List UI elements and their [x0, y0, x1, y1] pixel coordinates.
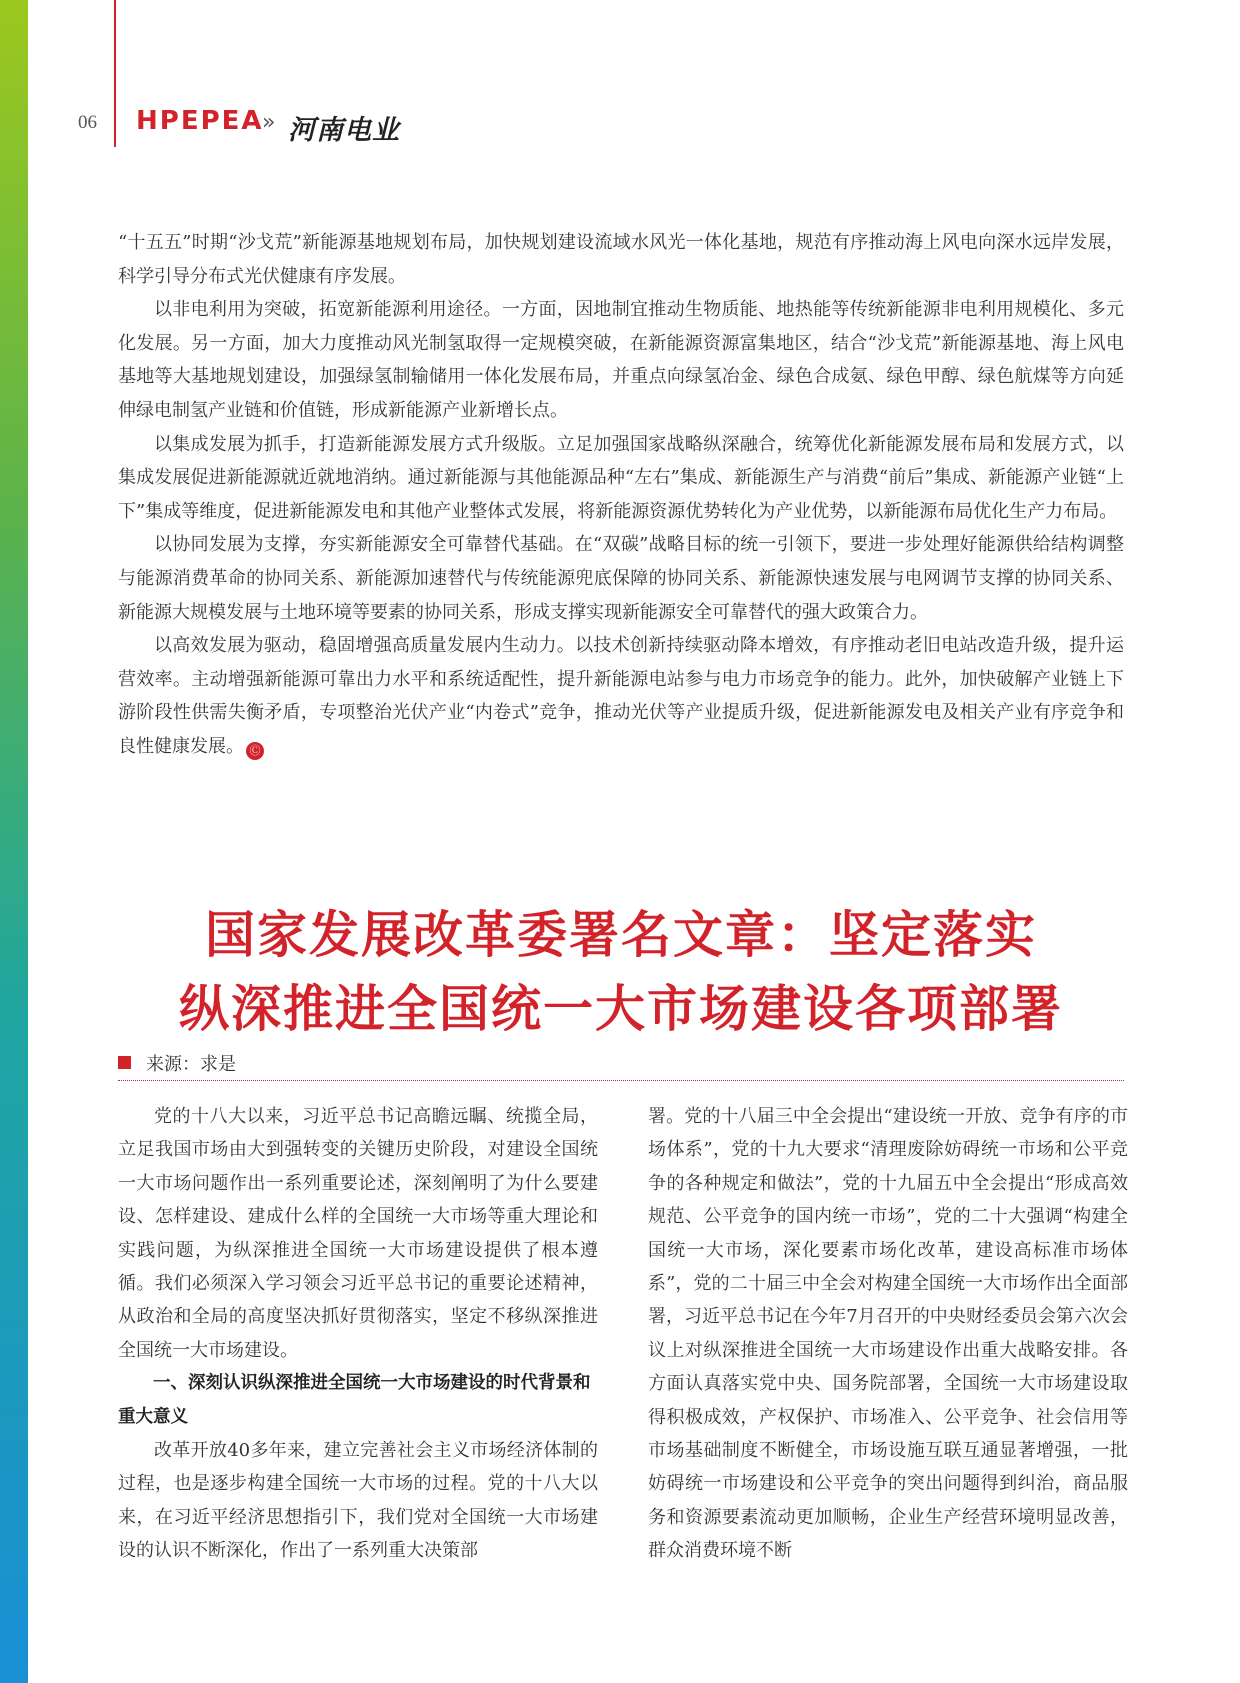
article-column-left	[118, 1100, 598, 1568]
header-vertical-rule	[114, 0, 116, 147]
section-heading: 一、深刻认识纵深推进全国统一大市场建设的时代背景和重大意义	[118, 1373, 591, 1427]
previous-article-continuation	[118, 226, 1124, 764]
title-line-2: 纵深推进全国统一大市场建设各项部署	[179, 979, 1063, 1038]
magazine-logo-chinese: 河南电业	[288, 115, 400, 146]
chevron-separator-icon: »	[262, 110, 276, 135]
body-paragraph: 署。党的十八届三中全会提出“建设统一开放、竞争有序的市场体系”，党的十九大要求“清理废除妨碍统一市场和公平竞争的各种规定和做法”，党的十九届五中全会提出“形成高效规范、公平竞争的国内统一市场”，党的二十大强调“构建全国统一大市场，深化要素市场化改革，建设高标准市场体系”，党的二十届三中全会对构建全国统一大市场作出全面部署，习近平总书记在今年7月召开的中央财经委员会第六次会议上对纵深推进全国统一大市场建设作出重大战略安排。各方面认真落实党中央、国务院部署，全国统一大市场建设取得积极成效，产权保护、市场准入、公平竞争、社会信用等市场基础制度不断健全，市场设施互联互通显著增强，一批妨碍统一市场建设和公平竞争的突出问题得到纠治，商品服务和资源要素流动更加顺畅，企业生产经营环境明显改善，群众消费环境不断	[648, 1106, 1128, 1562]
source-label: 来源：求是	[146, 1054, 236, 1075]
body-paragraph: 改革开放40多年来，建立完善社会主义市场经济体制的过程，也是逐步构建全国统一大市场的过程。党的十八大以来，在习近平经济思想指引下，我们党对全国统一大市场建设的认识不断深化，作出了一系列重大决策部	[118, 1440, 598, 1562]
body-paragraph: 以协同发展为支撑，夯实新能源安全可靠替代基础。在“双碳”战略目标的统一引领下，要进一步处理好能源供给结构调整与能源消费革命的协同关系、新能源加速替代与传统能源兜底保障的协同关系、新能源快速发展与电网调节支撑的协同关系、新能源大规模发展与土地环境等要素的协同关系，形成支撑实现新能源安全可靠替代的强大政策合力。	[118, 534, 1124, 623]
magazine-logo-latin: HPEPEA	[136, 106, 264, 136]
body-paragraph-text: 以高效发展为驱动，稳固增强高质量发展内生动力。以技术创新持续驱动降本增效，有序推动老旧电站改造升级，提升运营效率。主动增强新能源可靠出力水平和系统适配性，提升新能源电站参与电力市场竞争的能力。此外，加快破解产业链上下游阶段性供需失衡矛盾，专项整治光伏产业“内卷式”竞争，推动光伏等产业提质升级，促进新能源发电及相关产业有序竞争和良性健康发展。	[118, 635, 1124, 757]
title-line-1: 国家发展改革委署名文章：坚定落实	[205, 905, 1037, 964]
body-paragraph: 以非电利用为突破，拓宽新能源利用途径。一方面，因地制宜推动生物质能、地热能等传统新能源非电利用规模化、多元化发展。另一方面，加大力度推动风光制氢取得一定规模突破，在新能源资源富集地区，结合“沙戈荒”新能源基地、海上风电基地等大基地规划建设，加强绿氢制输储用一体化发展布局，并重点向绿氢冶金、绿色合成氨、绿色甲醇、绿色航煤等方向延伸绿电制氢产业链和价值链，形成新能源产业新增长点。	[118, 299, 1124, 421]
body-paragraph: “十五五”时期“沙戈荒”新能源基地规划布局，加快规划建设流域水风光一体化基地，规范有序推动海上风电向深水远岸发展，科学引导分布式光伏健康有序发展。	[118, 232, 1124, 287]
article-title	[118, 898, 1124, 1046]
body-paragraph: 以集成发展为抓手，打造新能源发展方式升级版。立足加强国家战略纵深融合，统筹优化新能源发展布局和发展方式，以集成发展促进新能源就近就地消纳。通过新能源与其他能源品种“左右”集成、新能源生产与消费“前后”集成、新能源产业链“上下”集成等维度，促进新能源发电和其他产业整体式发展，将新能源资源优势转化为产业优势，以新能源布局优化生产力布局。	[118, 433, 1124, 522]
article-column-right	[648, 1100, 1128, 1568]
body-paragraph-last	[118, 629, 1124, 763]
decorative-gradient-sidebar	[0, 0, 28, 1683]
body-paragraph: 党的十八大以来，习近平总书记高瞻远瞩、统揽全局，立足我国市场由大到强转变的关键历史阶段，对建设全国统一大市场问题作出一系列重要论述，深刻阐明了为什么要建设、怎样建设、建成什么样的全国统一大市场等重大理论和实践问题，为纵深推进全国统一大市场建设提供了根本遵循。我们必须深入学习领会习近平总书记的重要论述精神，从政治和全局的高度坚决抓好贯彻落实，坚定不移纵深推进全国统一大市场建设。	[118, 1106, 598, 1361]
square-bullet-icon	[118, 1056, 131, 1069]
end-of-article-icon: Ⓒ	[246, 742, 264, 760]
page-number: 06	[78, 112, 97, 133]
source-line	[118, 1050, 1124, 1081]
